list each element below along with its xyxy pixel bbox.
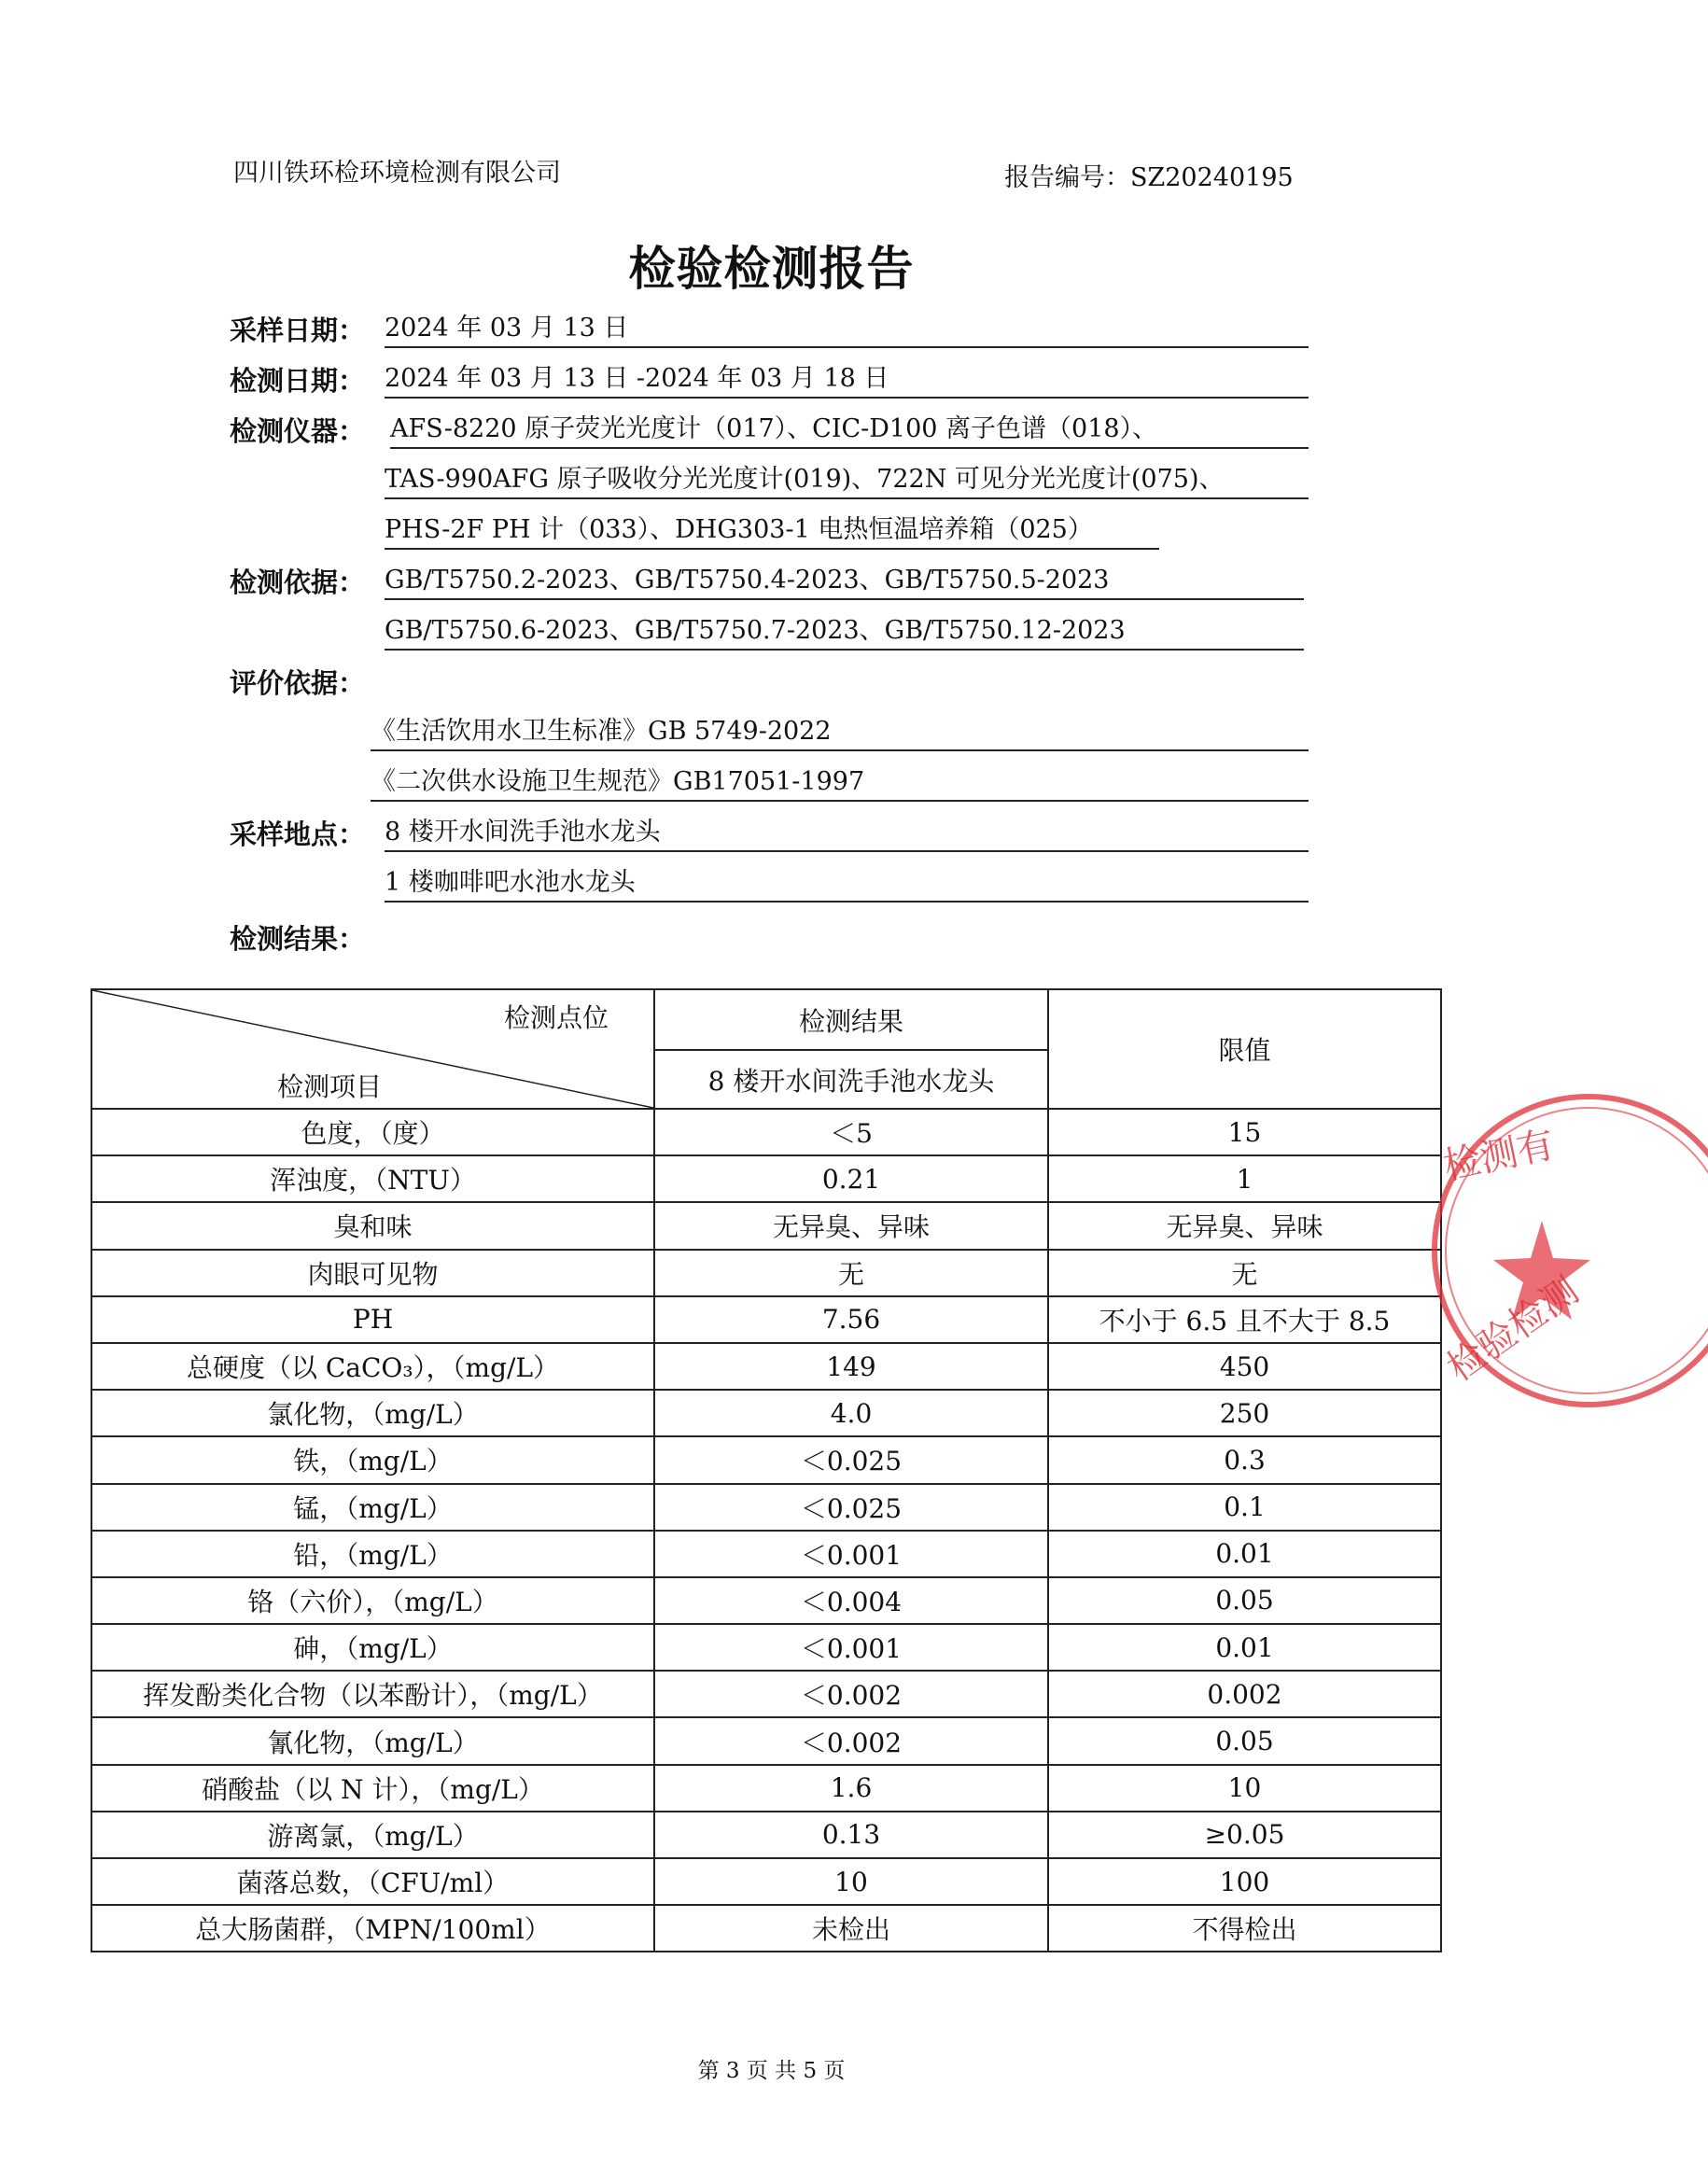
result-cell: ＜0.004 — [654, 1577, 1048, 1624]
seal-stamp — [1428, 1073, 1587, 1428]
basis-text-2: GB/T5750.6-2023、GB/T5750.7-2023、GB/T5750.12-2023 — [385, 616, 1126, 645]
result-cell: ＜0.025 — [654, 1484, 1048, 1531]
result-cell: ＜5 — [654, 1109, 1048, 1155]
test-date-value — [385, 361, 1309, 399]
report-title: 检验检测报告 — [628, 242, 915, 296]
limit-cell: 0.1 — [1048, 1484, 1441, 1531]
test-item-cell: 硝酸盐（以 N 计），（mg/L） — [91, 1765, 654, 1812]
instrument-line-1 — [390, 412, 1309, 449]
instrument-line-2 — [385, 462, 1309, 499]
corner-header-cell — [91, 989, 654, 1109]
result-cell: 未检出 — [654, 1905, 1048, 1952]
limit-cell: ≥0.05 — [1048, 1812, 1441, 1858]
test-item-cell: 氯化物，（mg/L） — [91, 1390, 654, 1436]
page-number: 第 3 页 共 5 页 — [697, 2059, 846, 2083]
limit-cell: 0.002 — [1048, 1671, 1441, 1717]
location-line-2 — [385, 865, 1309, 903]
test-item-cell: 肉眼可见物 — [91, 1250, 654, 1296]
sampling-date-label: 采样日期： — [230, 315, 366, 346]
evaluation-label: 评价依据： — [230, 667, 366, 699]
test-item-cell: 游离氯，（mg/L） — [91, 1812, 654, 1858]
result-cell: ＜0.002 — [654, 1671, 1048, 1717]
location-text-2: 1 楼咖啡吧水池水龙头 — [385, 868, 636, 897]
result-cell: 1.6 — [654, 1765, 1048, 1812]
table-row — [91, 1155, 1441, 1202]
test-item-cell: 总硬度（以 CaCO₃），（mg/L） — [91, 1343, 654, 1390]
basis-text-1: GB/T5750.2-2023、GB/T5750.4-2023、GB/T5750.5-2023 — [385, 566, 1110, 595]
table-row — [91, 1717, 1441, 1764]
test-item-cell: 砷，（mg/L） — [91, 1624, 654, 1671]
table-row — [91, 1296, 1441, 1343]
result-cell: 0.21 — [654, 1155, 1048, 1202]
limit-cell: 250 — [1048, 1390, 1441, 1436]
instrument-text-2: TAS-990AFG 原子吸收分光光度计(019)、722N 可见分光光度计(075)、 — [385, 465, 1225, 494]
test-item-cell: 菌落总数，（CFU/ml） — [91, 1858, 654, 1905]
limit-cell: 0.3 — [1048, 1436, 1441, 1483]
result-cell: ＜0.002 — [654, 1717, 1048, 1764]
table-row — [91, 1858, 1441, 1905]
table-row — [91, 1202, 1441, 1249]
seal-text-top: 检测有 — [1439, 1123, 1559, 1189]
location-line-1 — [385, 815, 1309, 852]
report-number: 报告编号：SZ20240195 — [1004, 163, 1294, 192]
result-cell: 149 — [654, 1343, 1048, 1390]
result-header-cell: 检测结果 — [654, 989, 1048, 1050]
limit-header-cell: 限值 — [1048, 989, 1441, 1109]
basis-label: 检测依据： — [230, 567, 366, 598]
test-item-cell: 臭和味 — [91, 1202, 654, 1249]
result-cell: 0.13 — [654, 1812, 1048, 1858]
limit-cell: 0.05 — [1048, 1577, 1441, 1624]
table-row — [91, 1343, 1441, 1390]
limit-cell: 100 — [1048, 1858, 1441, 1905]
test-item-cell: 氰化物，（mg/L） — [91, 1717, 654, 1764]
table-row — [91, 1905, 1441, 1952]
sampling-date-text: 2024 年 03 月 13 日 — [385, 314, 629, 343]
table-row — [91, 1765, 1441, 1812]
test-date-text: 2024 年 03 月 13 日 -2024 年 03 月 18 日 — [385, 364, 889, 393]
results-label: 检测结果： — [230, 923, 366, 955]
limit-cell: 0.05 — [1048, 1717, 1441, 1764]
table-row — [91, 1250, 1441, 1296]
result-cell: ＜0.025 — [654, 1436, 1048, 1483]
table-header-row — [91, 989, 1441, 1050]
table-row — [91, 1109, 1441, 1155]
test-item-cell: 总大肠菌群，（MPN/100ml） — [91, 1905, 654, 1952]
test-item-cell: 浑浊度，（NTU） — [91, 1155, 654, 1202]
seal-stamp-graphic — [1428, 1073, 1708, 1428]
table-row — [91, 1577, 1441, 1624]
test-item-cell: 铬（六价），（mg/L） — [91, 1577, 654, 1624]
table-row — [91, 1531, 1441, 1577]
limit-cell: 10 — [1048, 1765, 1441, 1812]
limit-cell: 不得检出 — [1048, 1905, 1441, 1952]
sampling-date-value — [385, 311, 1309, 348]
location-text-1: 8 楼开水间洗手池水龙头 — [385, 818, 661, 847]
test-item-cell: 铅，（mg/L） — [91, 1531, 654, 1577]
instruments-label: 检测仪器： — [230, 415, 366, 447]
location-label: 采样地点： — [230, 819, 366, 850]
table-row — [91, 1390, 1441, 1436]
basis-line-2 — [385, 613, 1304, 651]
company-name: 四川铁环检环境检测有限公司 — [233, 159, 561, 188]
table-row — [91, 1812, 1441, 1858]
table-row — [91, 1484, 1441, 1531]
result-cell: 10 — [654, 1858, 1048, 1905]
evaluation-line-1 — [371, 714, 1309, 751]
result-cell: 无异臭、异味 — [654, 1202, 1048, 1249]
result-cell: 无 — [654, 1250, 1048, 1296]
instrument-text-3: PHS-2F PH 计（033）、DHG303-1 电热恒温培养箱（025） — [385, 515, 1093, 544]
evaluation-text-2: 《二次供水设施卫生规范》GB17051-1997 — [371, 767, 865, 796]
corner-bottom-label: 检测项目 — [277, 1071, 383, 1102]
evaluation-text-1: 《生活饮用水卫生标准》GB 5749-2022 — [371, 717, 832, 746]
limit-cell: 无异臭、异味 — [1048, 1202, 1441, 1249]
limit-cell: 0.01 — [1048, 1531, 1441, 1577]
limit-cell: 无 — [1048, 1250, 1441, 1296]
basis-line-1 — [385, 563, 1304, 600]
location-header-cell: 8 楼开水间洗手池水龙头 — [654, 1050, 1048, 1109]
result-cell: 7.56 — [654, 1296, 1048, 1343]
test-item-cell: 锰，（mg/L） — [91, 1484, 654, 1531]
limit-cell: 450 — [1048, 1343, 1441, 1390]
limit-cell: 0.01 — [1048, 1624, 1441, 1671]
result-cell: 4.0 — [654, 1390, 1048, 1436]
test-item-cell: 挥发酚类化合物（以苯酚计），（mg/L） — [91, 1671, 654, 1717]
test-item-cell: 铁，（mg/L） — [91, 1436, 654, 1483]
limit-cell: 1 — [1048, 1155, 1441, 1202]
corner-top-label: 检测点位 — [503, 1002, 609, 1033]
limit-cell: 15 — [1048, 1109, 1441, 1155]
test-item-cell: PH — [91, 1296, 654, 1343]
test-item-cell: 色度，（度） — [91, 1109, 654, 1155]
table-row — [91, 1436, 1441, 1483]
instrument-text-1: AFS-8220 原子荧光光度计（017）、CIC-D100 离子色谱（018）、 — [390, 414, 1158, 443]
table-row — [91, 1624, 1441, 1671]
seal-text-bottom: 检验检测 — [1439, 1268, 1587, 1391]
test-date-label: 检测日期： — [230, 365, 366, 397]
result-cell: ＜0.001 — [654, 1531, 1048, 1577]
results-table — [91, 988, 1442, 1952]
table-row — [91, 1671, 1441, 1717]
instrument-line-3 — [385, 512, 1159, 550]
result-cell: ＜0.001 — [654, 1624, 1048, 1671]
limit-cell: 不小于 6.5 且不大于 8.5 — [1048, 1296, 1441, 1343]
evaluation-line-2 — [371, 764, 1309, 802]
